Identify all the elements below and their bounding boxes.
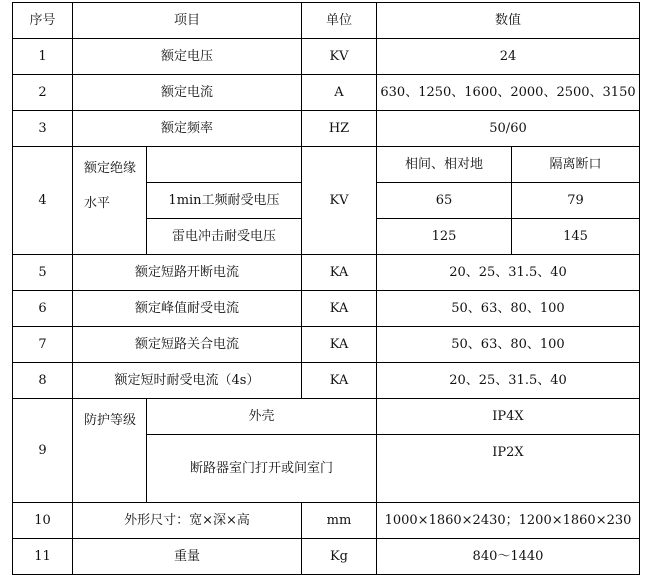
row-unit: Kg xyxy=(302,539,377,575)
table-row xyxy=(13,111,640,147)
row-unit: A xyxy=(302,75,377,111)
row-unit: mm xyxy=(302,503,377,539)
row-item: 外形尺寸：宽×深×高 xyxy=(73,503,302,539)
header-value: 数值 xyxy=(377,3,640,39)
row-unit: KA xyxy=(302,291,377,327)
row-seq: 11 xyxy=(13,539,73,575)
table-row xyxy=(13,291,640,327)
spec-table xyxy=(12,2,640,575)
row-item: 额定峰值耐受电流 xyxy=(73,291,302,327)
table-row xyxy=(13,363,640,399)
row-seq: 2 xyxy=(13,75,73,111)
row-seq: 5 xyxy=(13,255,73,291)
row-value: 145 xyxy=(512,219,640,255)
table-row xyxy=(13,255,640,291)
row-subitem: 雷电冲击耐受电压 xyxy=(147,219,302,255)
row-value: 24 xyxy=(377,39,640,75)
header-row xyxy=(13,3,640,39)
row-unit: HZ xyxy=(302,111,377,147)
row-seq: 1 xyxy=(13,39,73,75)
table-row xyxy=(13,75,640,111)
row-group-label: 额定绝缘水平 xyxy=(73,147,147,255)
row-value: 630、1250、1600、2000、2500、3150 xyxy=(377,75,640,111)
row-seq: 9 xyxy=(13,399,73,503)
row-item: 额定电流 xyxy=(73,75,302,111)
row-seq: 10 xyxy=(13,503,73,539)
header-unit: 单位 xyxy=(302,3,377,39)
row-value: 840～1440 xyxy=(377,539,640,575)
row-seq: 8 xyxy=(13,363,73,399)
row-value: 65 xyxy=(377,183,512,219)
row-value: 50、63、80、100 xyxy=(377,327,640,363)
row-subitem: 外壳 xyxy=(147,399,377,435)
header-item: 项目 xyxy=(73,3,302,39)
row-subitem-blank xyxy=(147,147,302,183)
row-subitem: 断路器室门打开或间室门 xyxy=(147,435,377,503)
row-unit: KA xyxy=(302,255,377,291)
row-unit: KA xyxy=(302,327,377,363)
subheader-isolation: 隔离断口 xyxy=(512,147,640,183)
row-seq: 4 xyxy=(13,147,73,255)
row-group-label: 防护等级 xyxy=(73,399,147,503)
row-item: 额定电压 xyxy=(73,39,302,75)
row-value: 50、63、80、100 xyxy=(377,291,640,327)
table-row xyxy=(13,147,640,183)
table-row xyxy=(13,539,640,575)
table-row xyxy=(13,327,640,363)
row-subitem: 1min工频耐受电压 xyxy=(147,183,302,219)
row-value: IP4X xyxy=(377,399,640,435)
row-value: 125 xyxy=(377,219,512,255)
row-value: 79 xyxy=(512,183,640,219)
row-seq: 3 xyxy=(13,111,73,147)
row-seq: 6 xyxy=(13,291,73,327)
table-row xyxy=(13,399,640,435)
subheader-phase: 相间、相对地 xyxy=(377,147,512,183)
row-unit: KV xyxy=(302,39,377,75)
row-value: 20、25、31.5、40 xyxy=(377,363,640,399)
row-value: IP2X xyxy=(377,435,640,503)
header-seq: 序号 xyxy=(13,3,73,39)
row-unit: KV xyxy=(302,147,377,255)
table-row xyxy=(13,39,640,75)
row-item: 额定短路关合电流 xyxy=(73,327,302,363)
table-row xyxy=(13,503,640,539)
row-value: 50/60 xyxy=(377,111,640,147)
row-value: 1000×1860×2430；1200×1860×230 xyxy=(377,503,640,539)
row-value: 20、25、31.5、40 xyxy=(377,255,640,291)
row-unit: KA xyxy=(302,363,377,399)
row-item: 额定短路开断电流 xyxy=(73,255,302,291)
row-item: 额定频率 xyxy=(73,111,302,147)
row-seq: 7 xyxy=(13,327,73,363)
row-item: 额定短时耐受电流（4s） xyxy=(73,363,302,399)
row-item: 重量 xyxy=(73,539,302,575)
